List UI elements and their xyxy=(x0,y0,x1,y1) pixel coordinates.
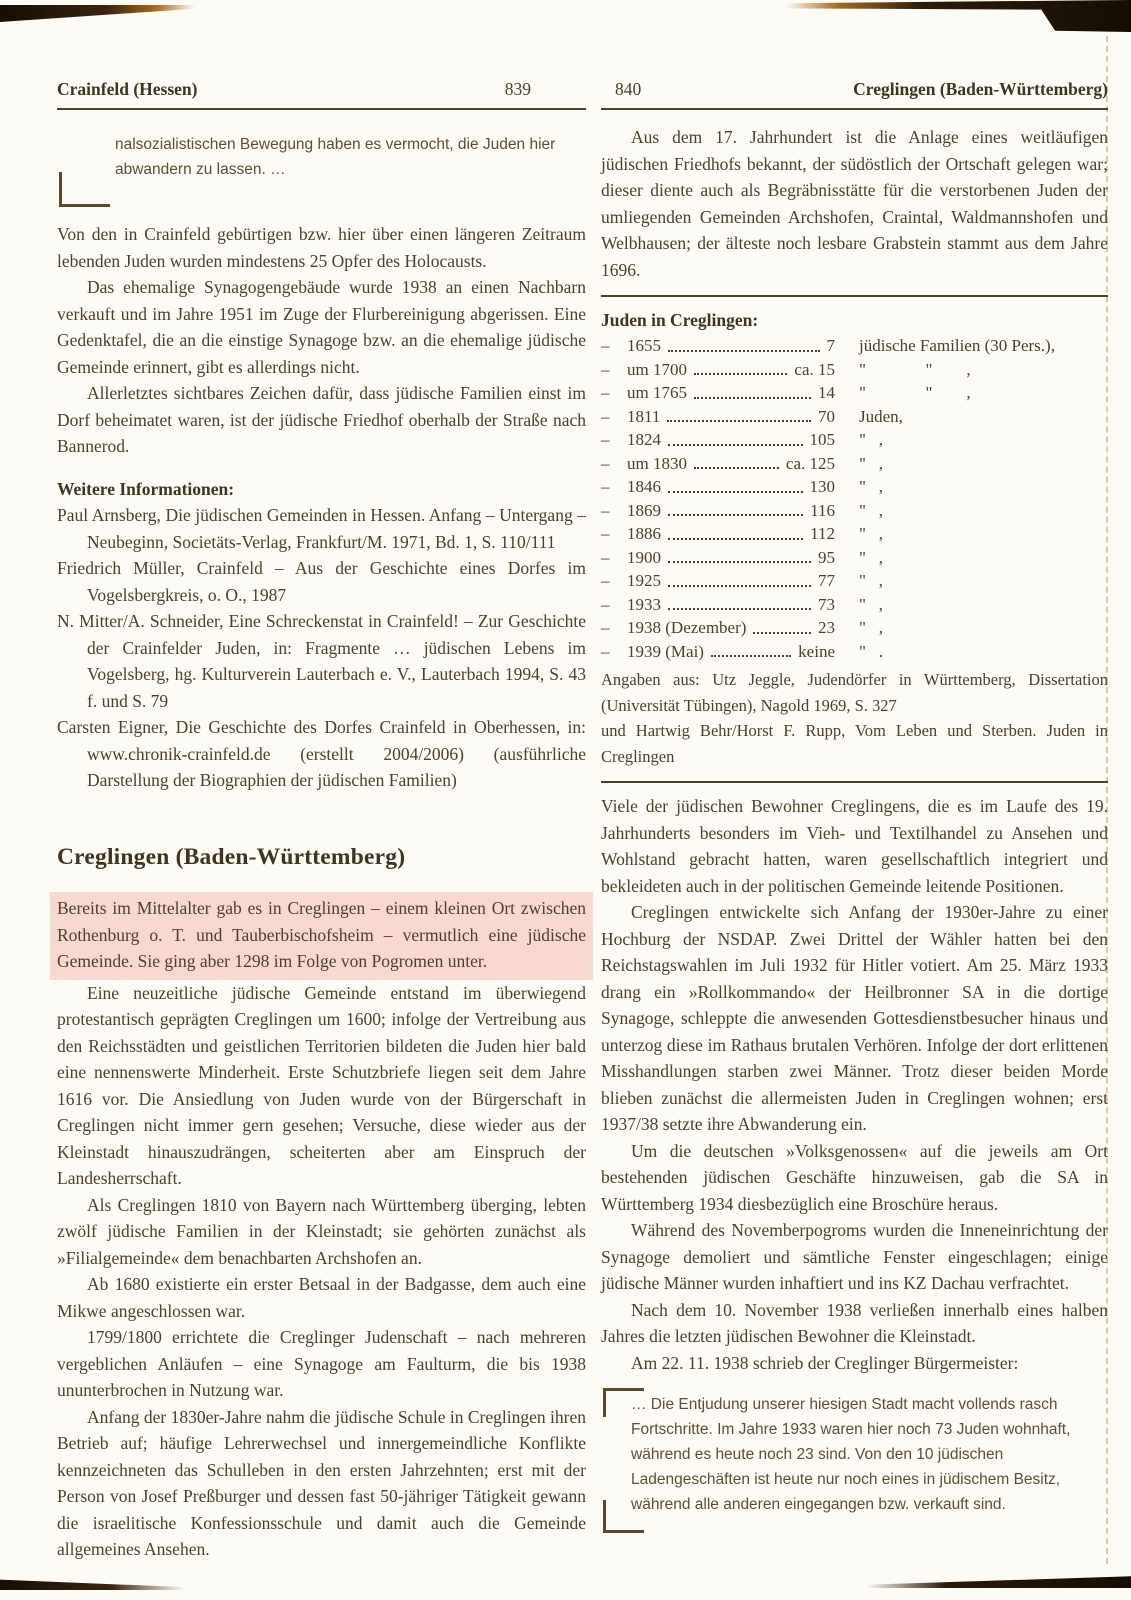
paragraph: Eine neuzeitliche jüdische Gemeinde entstand im überwiegend protestantisch geprägten Creglingen um 1600; infolge der Vertreibung aus den Reichsstädten und geistlichen Territorien bildeten die Juden hier bald eine nennenswerte Minderheit. Erste Schutzbriefe liegen seit dem Jahre 1616 vor. Die Ansiedlung von Juden wurde von der Bürgerschaft in Creglingen nicht immer gern gesehen; Versuche, diese wieder aus der Kleinstadt hinauszudrängen, scheiterten aber am Einspruch der Landesherrschaft. xyxy=(57,982,586,1188)
row-dash: – xyxy=(601,547,610,567)
dot-leader xyxy=(753,632,811,634)
highlighted-paragraph-text: Bereits im Mittelalter gab es in Creglingen – einem kleinen Ort zwischen Rothenburg o. T. und Tauberbischofsheim – vermutlich eine jüdische Gemeinde. Sie ging aber 1298 im Folge von Pogromen unter. xyxy=(57,898,586,971)
row-note: " . xyxy=(859,641,883,661)
row-value: 105 xyxy=(809,430,835,449)
paragraph: Creglingen entwickelte sich Anfang der 1930er-Jahre zu einer Hochburg der NSDAP. Zwei Drittel der Wähler hatten bei den Reichstagswahlen im Juli 1932 für Hitler votiert. Am 25. März 1933 drang ein »Rollkommando« der Heilbronner SA in die dortige Synagoge, schleppte die anwesenden Gottesdienstbesucher hinaus und unterzog diese im Rathaus brutalen Verhören. Infolge der dort erlittenen Misshandlungen starben zwei Männer. Trotz dieser beiden Morde blieben zunächst die allermeisten Juden in Creglingen wohnen; erst 1937/38 setzte ihre Abwanderung ein. xyxy=(601,902,1108,1134)
row-value: 14 xyxy=(818,383,835,402)
dot-leader xyxy=(694,373,787,375)
quote-fragment-block xyxy=(115,132,586,182)
row-value: 23 xyxy=(818,618,835,637)
row-dash: – xyxy=(601,618,610,637)
row-year: 1938 (Dezember) xyxy=(627,618,747,637)
row-value: 112 xyxy=(810,524,835,543)
stats-table-row xyxy=(601,452,1108,476)
row-note: " " , xyxy=(859,383,971,402)
quote-end-bracket-icon xyxy=(59,172,110,207)
row-note: " , xyxy=(859,477,883,496)
highlighted-passage xyxy=(50,892,593,980)
row-note: jüdische Familien (30 Pers.), xyxy=(859,336,1055,355)
row-value: 116 xyxy=(810,500,835,520)
page-number-left: 839 xyxy=(504,79,531,99)
quote-start-bracket-icon xyxy=(603,1388,644,1417)
creglingen-history-paragraphs xyxy=(601,793,1108,1376)
mayor-quote-text: … Die Entjudung unserer hiesigen Stadt macht vollends rasch Fortschritte. Im Jahre 1933 waren hier noch 73 Juden wohnhaft, während es heute noch 23 sind. Von den 10 jüdischen Ladengeschäften ist heute nur noch eines in jüdischem Besitz, während alle anderen eingegangen bzw. verkauft sind. xyxy=(631,1396,1071,1513)
dot-leader xyxy=(694,397,811,399)
row-year: 1846 xyxy=(627,477,661,496)
stats-table-row xyxy=(601,640,1108,664)
stats-source-lines xyxy=(601,667,1108,769)
section-heading-creglingen: Creglingen (Baden-Württemberg) xyxy=(57,843,406,870)
dot-leader xyxy=(668,514,803,516)
dot-leader xyxy=(668,538,803,540)
stats-table-row xyxy=(601,428,1108,452)
page-number-right: 840 xyxy=(615,79,642,99)
row-dash: – xyxy=(601,359,610,379)
row-note: " , xyxy=(859,524,883,543)
running-header-right xyxy=(601,78,1108,110)
dot-leader xyxy=(668,350,820,352)
stats-table-row xyxy=(601,569,1108,593)
paragraph: Während des Novemberpogroms wurden die Inneneinrichtung der Synagoge demoliert und sämtliche Fenster eingeschlagen; einige jüdische Männer wurden inhaftiert und ins KZ Dachau verfrachtet. xyxy=(601,1220,1108,1293)
stats-table-row xyxy=(601,593,1108,617)
row-value: keine xyxy=(798,641,835,661)
paragraph: Nach dem 10. November 1938 verließen innerhalb eines halben Jahres die letzten jüdischen Bewohner die Kleinstadt. xyxy=(601,1299,1108,1346)
stats-table-row xyxy=(601,499,1108,523)
row-note: " , xyxy=(859,500,883,520)
running-header-left xyxy=(57,78,586,110)
row-dash: – xyxy=(601,571,610,590)
stats-table-heading: Juden in Creglingen: xyxy=(601,310,759,330)
more-info-heading: Weitere Informationen: xyxy=(57,478,235,499)
row-year: 1925 xyxy=(627,571,661,590)
row-dash: – xyxy=(601,641,610,661)
bibliography-entry: Friedrich Müller, Crainfeld – Aus der Geschichte eines Dorfes im Vogelsbergkreis, o. O., 1987 xyxy=(57,558,586,605)
row-dash: – xyxy=(601,500,610,520)
paragraph: Am 22. 11. 1938 schrieb der Creglinger Bürgermeister: xyxy=(631,1352,1019,1373)
row-value: ca. 15 xyxy=(794,359,835,379)
row-note: " " , xyxy=(859,359,971,379)
row-year: um 1765 xyxy=(627,383,687,402)
paragraph: Aus dem 17. Jahrhundert ist die Anlage eines weitläufigen jüdischen Friedhofs bekannt, der südöstlich der Ortschaft gelegen war; dieser diente auch als Begräbnisstätte für die verstorbenen Juden der umliegenden Gemeinden Archshofen, Craintal, Waldmannshofen und Welbhausen; der älteste noch lesbare Grabstein stammt aus dem Jahre 1696. xyxy=(601,127,1108,280)
bibliography-entry: Paul Arnsberg, Die jüdischen Gemeinden in Hessen. Anfang – Untergang – Neubeginn, Societäts-Verlag, Frankfurt/M. 1971, Bd. 1, S. 110/111 xyxy=(57,505,586,552)
row-value: 7 xyxy=(826,336,835,355)
stats-table-row xyxy=(601,334,1108,358)
row-dash: – xyxy=(601,406,610,426)
stats-table-row xyxy=(601,358,1108,382)
row-note: " , xyxy=(859,618,883,637)
bibliography-list xyxy=(57,502,586,794)
row-value: 73 xyxy=(818,594,835,614)
quote-end-bracket-icon xyxy=(603,1500,644,1533)
row-year: 1824 xyxy=(627,430,661,449)
row-dash: – xyxy=(601,477,610,496)
friedhof-paragraphs xyxy=(601,124,1108,283)
row-year: 1886 xyxy=(627,524,661,543)
row-year: 1939 (Mai) xyxy=(627,641,704,661)
divider-rule-bottom xyxy=(601,781,1108,783)
page-edge-shadow-top-left xyxy=(0,5,195,22)
paragraph: Um die deutschen »Volksgenossen« auf die jeweils am Ort bestehenden jüdischen Geschäfte hinzuweisen, gab die SA in Württemberg 1934 diesbezüglich eine Broschüre heraus. xyxy=(601,1140,1108,1214)
stats-table-row xyxy=(601,616,1108,640)
paragraph: Allerletztes sichtbares Zeichen dafür, dass jüdische Familien einst im Dorf beheimatet waren, ist der jüdische Friedhof oberhalb der Straße nach Bannerod. xyxy=(57,383,586,456)
row-year: 1900 xyxy=(627,547,661,567)
row-dash: – xyxy=(601,594,610,614)
divider-rule-top xyxy=(601,295,1108,297)
row-year: 1811 xyxy=(627,406,661,426)
dot-leader xyxy=(667,420,811,422)
row-year: 1869 xyxy=(627,500,661,520)
row-note: " , xyxy=(859,430,883,449)
left-column xyxy=(57,78,586,1563)
stats-table xyxy=(601,307,1108,769)
dot-leader xyxy=(668,444,803,446)
page-edge-shadow-bottom-right xyxy=(866,1575,1131,1588)
stats-table-row xyxy=(601,381,1108,405)
dot-leader xyxy=(694,467,779,469)
stats-source-line: und Hartwig Behr/Horst F. Rupp, Vom Leben und Sterben. Juden in Creglingen xyxy=(601,721,1108,766)
quote-fragment-text: nalsozialistischen Bewegung haben es vermocht, die Juden hier abwandern zu lassen. … xyxy=(115,136,556,178)
row-note: " , xyxy=(859,547,883,567)
row-dash: – xyxy=(601,453,610,473)
page-edge-shadow-bottom-left xyxy=(0,1577,185,1590)
row-dash: – xyxy=(601,430,610,449)
page-edge-shadow-top-right xyxy=(786,0,1131,32)
row-note: " , xyxy=(859,453,883,473)
row-value: 130 xyxy=(809,477,835,496)
dot-leader xyxy=(668,491,803,493)
paragraph: 1799/1800 errichtete die Creglinger Judenschaft – nach mehreren vergeblichen Anläufen – eine Synagoge am Faulturm, die bis 1938 ununterbrochen in Nutzung war. xyxy=(57,1327,586,1400)
row-value: 77 xyxy=(818,571,835,590)
stats-table-row xyxy=(601,475,1108,499)
paragraph: Viele der jüdischen Bewohner Creglingens, die es im Laufe des 19. Jahrhunderts besonders im Vieh- und Textilhandel zu Ansehen und Wohlstand gebracht hatten, waren gesellschaftlich integriert und bekleideten auch in der politischen Gemeinde leitende Positionen. xyxy=(601,796,1108,896)
row-year: 1933 xyxy=(627,594,661,614)
paragraph: Ab 1680 existierte ein erster Betsaal in der Badgasse, dem auch eine Mikwe angeschlossen war. xyxy=(57,1274,586,1321)
paragraph: Anfang der 1830er-Jahre nahm die jüdische Schule in Creglingen ihren Betrieb auf; häufige Lehrerwechsel und innergemeindliche Konflikte kennzeichneten das Schulleben in den ersten Jahrzehnten; erst mit der Person von Josef Preßburger und dessen fast 50-jähriger Tätigkeit gewann die israelitische Konfessionsschule und damit auch die Gemeinde allgemeines Ansehen. xyxy=(57,1406,586,1559)
dot-leader xyxy=(668,608,811,610)
running-header-title-right: Creglingen (Baden-Württemberg) xyxy=(853,79,1108,99)
stats-source-line: Angaben aus: Utz Jeggle, Judendörfer in Württemberg, Dissertation (Universität Tübingen), Nagold 1969, S. 327 xyxy=(601,670,1108,715)
row-dash: – xyxy=(601,524,610,543)
dot-leader xyxy=(668,585,811,587)
stats-table-row xyxy=(601,405,1108,429)
row-value: ca. 125 xyxy=(785,453,835,473)
row-dash: – xyxy=(601,336,610,355)
row-year: um 1700 xyxy=(627,359,687,379)
right-column xyxy=(601,78,1108,1517)
row-note: " , xyxy=(859,594,883,614)
paragraph: Von den in Crainfeld gebürtigen bzw. hier über einen längeren Zeitraum lebenden Juden wurden mindestens 25 Opfer des Holocausts. xyxy=(57,224,586,271)
stats-table-row xyxy=(601,522,1108,546)
more-info-section xyxy=(57,476,586,794)
row-note: Juden, xyxy=(859,406,903,426)
crainfeld-paragraphs xyxy=(57,221,586,460)
row-value: 95 xyxy=(818,547,835,567)
stats-table-row xyxy=(601,546,1108,570)
row-year: um 1830 xyxy=(627,453,687,473)
creglingen-paragraphs xyxy=(57,980,586,1563)
running-header-title-left: Crainfeld (Hessen) xyxy=(57,79,198,99)
row-year: 1655 xyxy=(627,336,661,355)
row-dash: – xyxy=(601,383,610,402)
bibliography-entry: N. Mitter/A. Schneider, Eine Schreckenstat in Crainfeld! – Zur Geschichte der Crainfelder Juden, in: Fragmente … jüdischen Lebens im Vogelsberg, hg. Kulturverein Lauterbach e. V., Lauterbach 1994, S. 43 f. und S. 79 xyxy=(57,611,586,711)
row-note: " , xyxy=(859,571,883,590)
dot-leader xyxy=(668,561,811,563)
dot-leader xyxy=(711,655,791,657)
paragraph: Als Creglingen 1810 von Bayern nach Württemberg überging, lebten zwölf jüdische Familien in der Kleinstadt; sie gehörten zunächst als »Filialgemeinde« dem benachbarten Archshofen an. xyxy=(57,1194,586,1268)
paragraph: Das ehemalige Synagogengebäude wurde 1938 an einen Nachbarn verkauft und im Jahre 1951 im Zuge der Flurbereinigung abgerissen. Eine Gedenktafel, die an die einstige Synagoge bzw. an die ehemalige jüdische Gemeinde erinnert, gibt es allerdings nicht. xyxy=(57,277,586,377)
bibliography-entry: Carsten Eigner, Die Geschichte des Dorfes Crainfeld in Oberhessen, in: www.chronik-crainfeld.de (erstellt 2004/2006) (ausführliche Darstellung der Biographien der jüdischen Familien) xyxy=(57,717,586,790)
row-value: 70 xyxy=(818,406,835,426)
mayor-quote-block xyxy=(603,1392,1108,1517)
